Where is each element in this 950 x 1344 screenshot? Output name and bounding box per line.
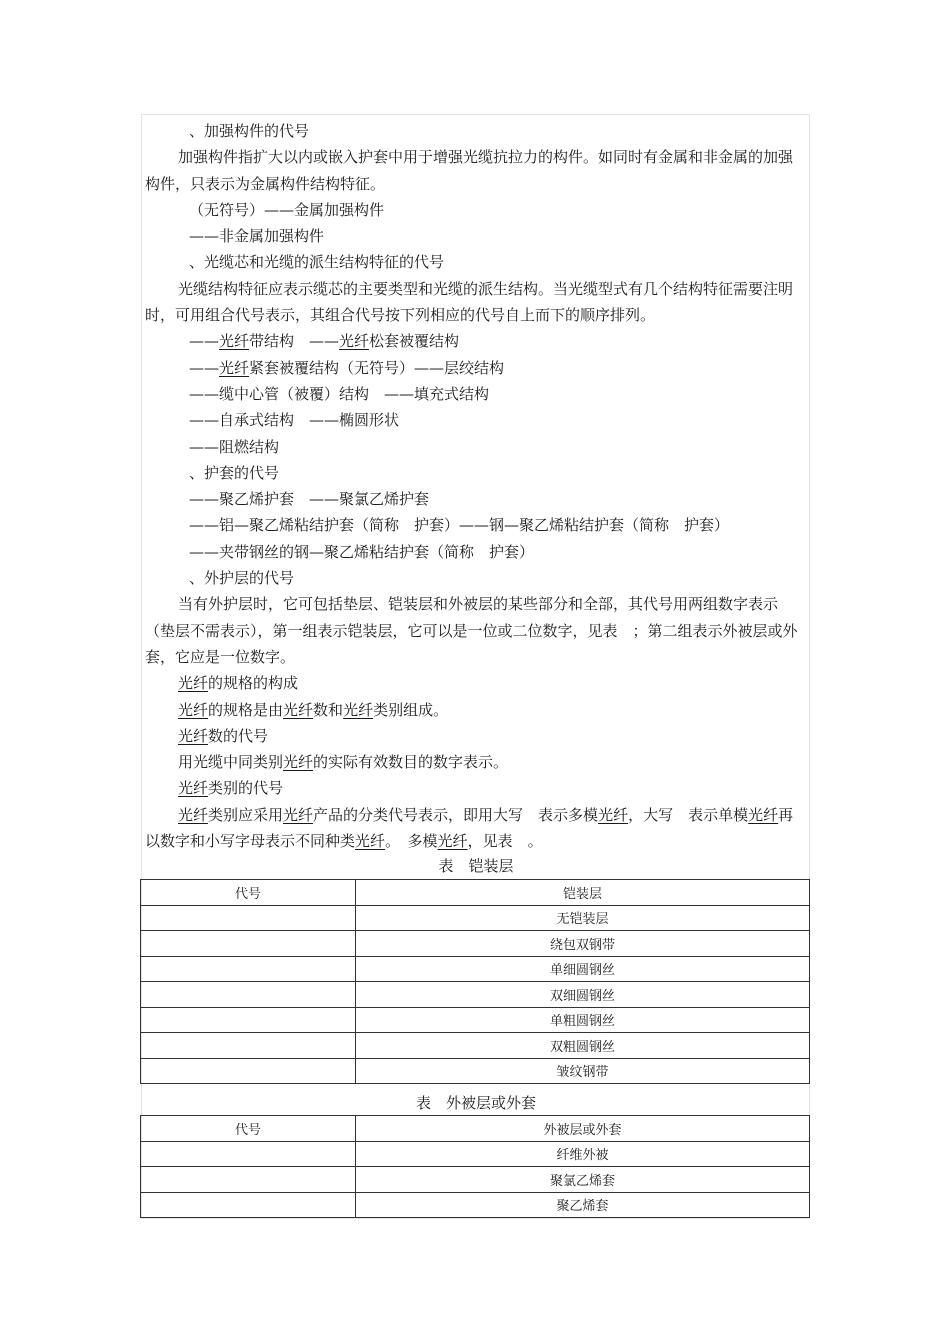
underlined-term: 光纤 xyxy=(178,726,209,745)
code-cell xyxy=(141,905,356,931)
underlined-term: 光纤 xyxy=(178,700,209,719)
underlined-term: 光纤 xyxy=(283,805,314,824)
table2-header-row xyxy=(141,1116,810,1142)
name-cell: 双细圆钢丝 xyxy=(356,982,810,1008)
paragraph-p3: ——非金属加强构件 xyxy=(189,227,325,246)
paragraph-p1: 加强构件指扩大以内或嵌入护套中用于增强光缆抗拉力的构件。如同时有金属和非金属的加强构件，只表示为金属构件结构特征。 xyxy=(145,148,794,193)
table1-header-row xyxy=(141,880,810,906)
code-cell xyxy=(141,982,356,1008)
paragraph-h3: 、护套的代号 xyxy=(189,463,280,482)
table1-caption: 表 铠装层 xyxy=(438,857,514,875)
underlined-term: 光纤 xyxy=(355,832,386,851)
underlined-term: 光纤 xyxy=(178,779,209,798)
paragraph-h7: 光纤类别的代号 xyxy=(178,779,284,798)
code-cell xyxy=(141,1007,356,1033)
code-cell xyxy=(141,956,356,982)
name-cell: 聚氯乙烯套 xyxy=(356,1167,810,1193)
table1-row xyxy=(141,905,810,931)
underlined-term: 光纤 xyxy=(219,358,250,377)
paragraph-p10: ——聚乙烯护套 ——聚氯乙烯护套 xyxy=(189,490,430,509)
name-cell: 纤维外被 xyxy=(356,1141,810,1167)
table1-row xyxy=(141,1007,810,1033)
underlined-term: 光纤 xyxy=(178,674,209,693)
paragraph-p9: ——阻燃结构 xyxy=(189,437,280,456)
table1-row xyxy=(141,1058,810,1084)
paragraph-p8: ——自承式结构 ——椭圆形状 xyxy=(189,411,400,430)
table1-row xyxy=(141,982,810,1008)
code-cell xyxy=(141,1058,356,1084)
table2-caption: 表 外被层或外套 xyxy=(415,1094,536,1112)
outer-sheath-table xyxy=(140,1115,810,1218)
name-cell: 单粗圆钢丝 xyxy=(356,1007,810,1033)
name-cell: 绕包双钢带 xyxy=(356,931,810,957)
name-cell: 皱纹钢带 xyxy=(356,1058,810,1084)
paragraph-p15: 用光缆中同类别光纤的实际有效数目的数字表示。 xyxy=(178,753,509,772)
armor-layer-table xyxy=(140,879,810,1084)
paragraph-p16: 光纤类别应采用光纤产品的分类代号表示，即用大写 表示多模光纤，大写 表示单模光纤再以数字和小写字母表示不同种类光纤。 多模光纤，见表 。 xyxy=(145,805,794,851)
paragraph-p2: （无符号）——金属加强构件 xyxy=(189,200,385,219)
paragraph-p5: ——光纤带结构 ——光纤松套被覆结构 xyxy=(189,332,460,351)
code-cell: 代号 xyxy=(141,880,356,906)
paragraph-p7: ——缆中心管（被覆）结构 ——填充式结构 xyxy=(189,384,490,403)
paragraph-h4: 、外护层的代号 xyxy=(189,569,295,588)
paragraph-p6: ——光纤紧套被覆结构（无符号）——层绞结构 xyxy=(189,358,505,377)
table2-row xyxy=(141,1192,810,1218)
table2-row xyxy=(141,1141,810,1167)
code-cell xyxy=(141,1167,356,1193)
underlined-term: 光纤 xyxy=(219,332,250,351)
name-cell: 外被层或外套 xyxy=(356,1116,810,1142)
code-cell xyxy=(141,931,356,957)
name-cell: 双粗圆钢丝 xyxy=(356,1033,810,1059)
paragraph-p14: 光纤的规格是由光纤数和光纤类别组成。 xyxy=(178,700,449,719)
paragraph-p11: ——铝—聚乙烯粘结护套（简称 护套）——钢—聚乙烯粘结护套（简称 护套） xyxy=(189,516,730,535)
underlined-term: 光纤 xyxy=(283,753,314,772)
code-cell xyxy=(141,1033,356,1059)
document-body xyxy=(145,118,807,854)
table2-row xyxy=(141,1167,810,1193)
paragraph-p12: ——夹带钢丝的钢—聚乙烯粘结护套（简称 护套） xyxy=(189,542,535,561)
name-cell: 无铠装层 xyxy=(356,905,810,931)
name-cell: 铠装层 xyxy=(356,880,810,906)
name-cell: 单细圆钢丝 xyxy=(356,956,810,982)
paragraph-p13: 当有外护层时，它可包括垫层、铠装层和外被层的某些部分和全部，其代号用两组数字表示（垫层不需表示），第一组表示铠装层，它可以是一位或二位数字，见表 ；第二组表示外被层或外套，它应是一位数字。 xyxy=(145,595,798,666)
table1-row xyxy=(141,1033,810,1059)
code-cell xyxy=(141,1192,356,1218)
underlined-term: 光纤 xyxy=(339,332,370,351)
underlined-term: 光纤 xyxy=(178,805,209,824)
paragraph-h2: 、光缆芯和光缆的派生结构特征的代号 xyxy=(189,253,445,272)
name-cell: 聚乙烯套 xyxy=(356,1192,810,1218)
underlined-term: 光纤 xyxy=(343,700,374,719)
underlined-term: 光纤 xyxy=(283,700,314,719)
code-cell: 代号 xyxy=(141,1116,356,1142)
paragraph-h1: 、加强构件的代号 xyxy=(189,122,310,140)
underlined-term: 光纤 xyxy=(437,832,468,851)
table1-row xyxy=(141,956,810,982)
underlined-term: 光纤 xyxy=(748,805,779,824)
code-cell xyxy=(141,1141,356,1167)
paragraph-h5: 光纤的规格的构成 xyxy=(178,674,299,693)
paragraph-p4: 光缆结构特征应表示缆芯的主要类型和光缆的派生结构。当光缆型式有几个结构特征需要注明时，可用组合代号表示，其组合代号按下列相应的代号自上而下的顺序排列。 xyxy=(145,279,794,325)
underlined-term: 光纤 xyxy=(598,805,629,824)
table1-row xyxy=(141,931,810,957)
paragraph-h6: 光纤数的代号 xyxy=(178,726,269,745)
